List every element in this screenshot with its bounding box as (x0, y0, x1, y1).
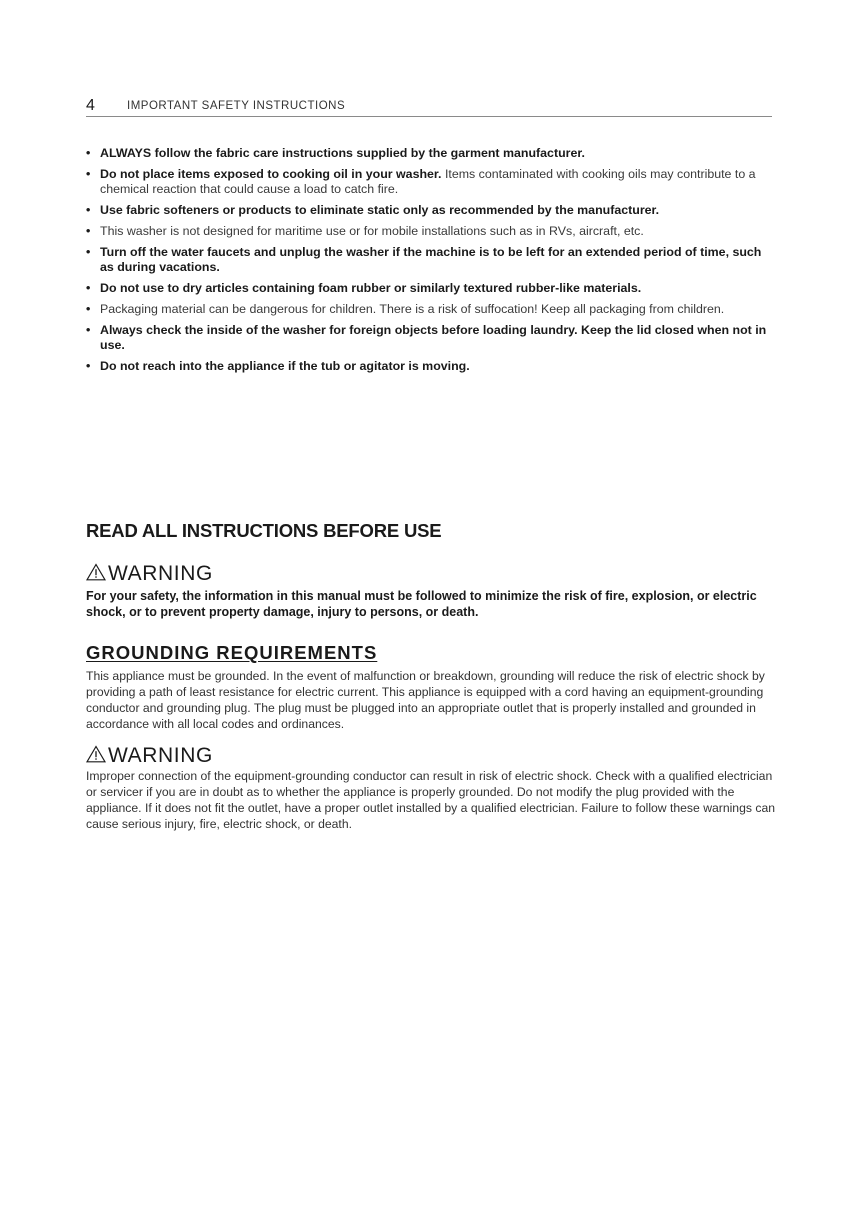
warning-text-2: Improper connection of the equipment-grounding conductor can result in risk of electric shock. Check with a qualified electrician or servicer if you are in doubt as to whether the appliance is properly grounded. Do not modify the plug provided with the appliance. If it does not fit the outlet, have a proper outlet installed by a qualified electrician. Failure to follow these warnings can cause serious injury, fire, electric shock, or death. (86, 769, 775, 831)
warning-title-1 (86, 562, 213, 586)
safety-item-text: This washer is not designed for maritime use or for mobile installations such as in RVs, aircraft, etc. (100, 224, 644, 238)
safety-item (86, 224, 776, 239)
warning-text-1: For your safety, the information in this manual must be followed to minimize the risk of fire, explosion, or electric shock, or to prevent property damage, injury to persons, or death. (86, 589, 757, 619)
safety-item (86, 359, 776, 374)
safety-item (86, 146, 776, 161)
bullet-icon: • (86, 245, 91, 259)
bullet-icon: • (86, 281, 91, 295)
grounding-heading: GROUNDING REQUIREMENTS (86, 642, 378, 663)
safety-item-text: Packaging material can be dangerous for children. There is a risk of suffocation! Keep all packaging from children. (100, 302, 725, 316)
warning-title-2 (86, 744, 213, 768)
running-title: IMPORTANT SAFETY INSTRUCTIONS (127, 100, 346, 112)
safety-item-bold-text: Turn off the water faucets and unplug the washer if the machine is to be left for an extended period of time, such as during vacations. (100, 245, 762, 274)
bullet-icon: • (86, 302, 91, 316)
bullet-icon: • (86, 323, 91, 337)
grounding-text: This appliance must be grounded. In the event of malfunction or breakdown, grounding will reduce the risk of electric shock by providing a path of least resistance for electric current. This appliance is equipped with a cord having an equipment-grounding conductor and grounding plug. The plug must be plugged into an appropriate outlet that is properly installed and grounded in accordance with all local codes and ordinances. (86, 669, 765, 731)
safety-item-bold-text: Use fabric softeners or products to eliminate static only as recommended by the manufacturer. (100, 203, 660, 217)
safety-instructions-list (86, 146, 776, 380)
safety-item (86, 302, 776, 317)
safety-item (86, 281, 776, 296)
safety-item (86, 323, 776, 353)
bullet-icon: • (86, 224, 91, 238)
bullet-icon: • (86, 146, 91, 160)
warning-title-text: WARNING (108, 562, 213, 585)
safety-item-bold-text: Do not reach into the appliance if the tub or agitator is moving. (100, 359, 470, 373)
warning-triangle-icon (86, 563, 106, 581)
safety-item-bold-text: Do not place items exposed to cooking oil in your washer. (100, 167, 442, 181)
safety-item (86, 245, 776, 275)
page-number: 4 (86, 97, 95, 114)
safety-item-bold-text: Always check the inside of the washer for foreign objects before loading laundry. Keep the lid closed when not in use. (100, 323, 767, 352)
warning-title-text: WARNING (108, 744, 213, 767)
warning-triangle-icon (86, 745, 106, 763)
bullet-icon: • (86, 203, 91, 217)
safety-item (86, 203, 776, 218)
read-all-heading: READ ALL INSTRUCTIONS BEFORE USE (86, 520, 442, 541)
safety-item-bold-text: Do not use to dry articles containing foam rubber or similarly textured rubber-like materials. (100, 281, 642, 295)
bullet-icon: • (86, 167, 91, 181)
bullet-icon: • (86, 359, 91, 373)
safety-item (86, 167, 776, 197)
safety-item-bold-text: ALWAYS follow the fabric care instructions supplied by the garment manufacturer. (100, 146, 585, 160)
safety-item-text: Items contaminated with cooking oils may contribute to a chemical reaction that could cause a load to catch fire. (100, 167, 756, 196)
page-header (86, 96, 772, 117)
